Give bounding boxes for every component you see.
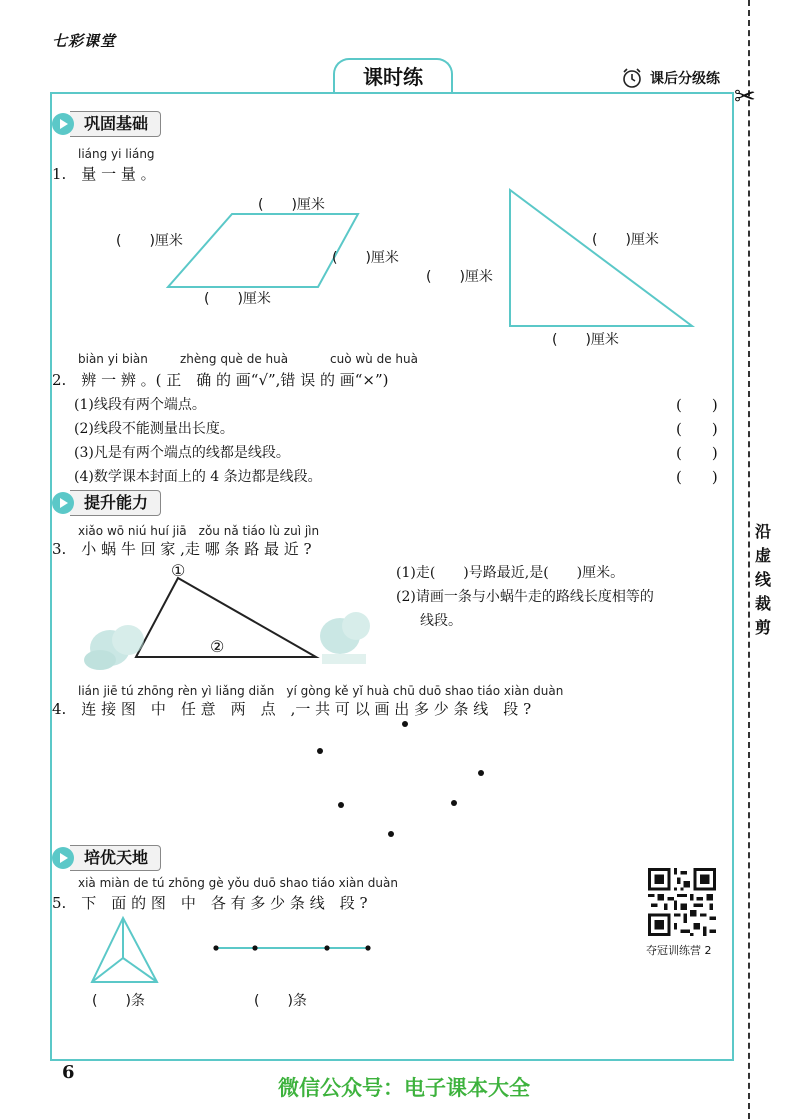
page-title: 课时练 [333, 58, 453, 94]
q3-sub-2a: (2)请画一条与小蜗牛走的路线长度相等的 [396, 589, 654, 605]
q5-answer-1[interactable]: ( )条 [92, 993, 145, 1009]
play-arrow-icon [52, 492, 74, 514]
subtitle: 课后分级练 [650, 71, 720, 87]
q2-text: 2. 辨 一 辨 。( 正 确 的 画“√”,错 误 的 画“×”) [52, 371, 389, 389]
brand-logo: 七彩课堂 [52, 32, 117, 50]
q4-points [317, 721, 484, 837]
section-header-basic: 巩固基础 [52, 111, 161, 137]
qr-label: 夺冠训练营 2 [646, 944, 712, 957]
q5-figure-triangle [92, 918, 157, 982]
para-left-label: ( )厘米 [116, 233, 183, 249]
bush-illustration-left [84, 625, 144, 670]
tri-left-label: ( )厘米 [426, 269, 493, 285]
para-bottom-label: ( )厘米 [204, 291, 271, 307]
point [338, 802, 344, 808]
point [388, 831, 394, 837]
section-header-improve: 提升能力 [52, 490, 161, 516]
point [451, 800, 457, 806]
para-top-label: ( )厘米 [258, 197, 325, 213]
q5-pinyin: xià miàn de tú zhōng gè yǒu duō shao tiáo xiàn duàn [78, 876, 398, 890]
route-1-label: ① [171, 561, 186, 580]
q2-item-3: (3)凡是有两个端点的线都是线段。 [74, 445, 290, 461]
tri-bottom-label: ( )厘米 [552, 332, 619, 348]
qr-code-icon[interactable] [648, 868, 716, 936]
tri-hyp-label: ( )厘米 [592, 232, 659, 248]
q3-sub-2b: 线段。 [420, 613, 462, 629]
q4-text: 4. 连 接 图 中 任 意 两 点 ,一 共 可 以 画 出 多 少 条 线 段 ? [52, 700, 532, 718]
q2-item-2: (2)线段不能测量出长度。 [74, 421, 234, 437]
point [478, 770, 484, 776]
q2-pinyin-3: cuò wù de huà [330, 352, 418, 366]
point [402, 721, 408, 727]
q2-answer-4[interactable]: ( ) [676, 468, 718, 486]
scissors-icon: ✂ [734, 82, 756, 112]
q3-text: 3. 小 蜗 牛 回 家 ,走 哪 条 路 最 近 ? [52, 540, 312, 558]
parallelogram [168, 214, 358, 287]
q2-answer-3[interactable]: ( ) [676, 444, 718, 462]
snail-route-triangle [136, 578, 316, 657]
play-arrow-icon [52, 847, 74, 869]
q5-answer-2[interactable]: ( )条 [254, 993, 307, 1009]
point [317, 748, 323, 754]
q5-text: 5. 下 面 的 图 中 各 有 多 少 条 线 段 ? [52, 894, 368, 912]
bush-illustration-right [320, 612, 370, 664]
q2-item-1: (1)线段有两个端点。 [74, 397, 206, 413]
right-triangle [510, 190, 692, 326]
q1-text: 1. 量 一 量 。 [52, 165, 156, 183]
cut-instruction: 沿 虚 线 裁 剪 [754, 522, 771, 637]
section-header-advanced: 培优天地 [52, 845, 161, 871]
page-number: 6 [62, 1062, 75, 1083]
q5-figure-line [213, 945, 370, 950]
q2-pinyin-1: biàn yi biàn [78, 352, 148, 366]
q3-pinyin: xiǎo wō niú huí jiā zǒu nǎ tiáo lù zuì jìn [78, 524, 320, 538]
q3-sub-1: (1)走( )号路最近,是( )厘米。 [396, 565, 625, 581]
footer-watermark: 微信公众号：电子课本大全 [278, 1076, 530, 1100]
q2-answer-2[interactable]: ( ) [676, 420, 718, 438]
q2-item-4: (4)数学课本封面上的 4 条边都是线段。 [74, 469, 322, 485]
q4-pinyin: lián jiē tú zhōng rèn yì liǎng diǎn yí gòng kě yǐ huà chū duō shao tiáo xiàn duàn [78, 684, 564, 698]
para-right-label: ( )厘米 [332, 250, 399, 266]
q2-answer-1[interactable]: ( ) [676, 396, 718, 414]
q1-pinyin: liáng yi liáng [78, 147, 155, 161]
route-2-label: ② [210, 637, 225, 656]
q2-pinyin-2: zhèng què de huà [180, 352, 289, 366]
